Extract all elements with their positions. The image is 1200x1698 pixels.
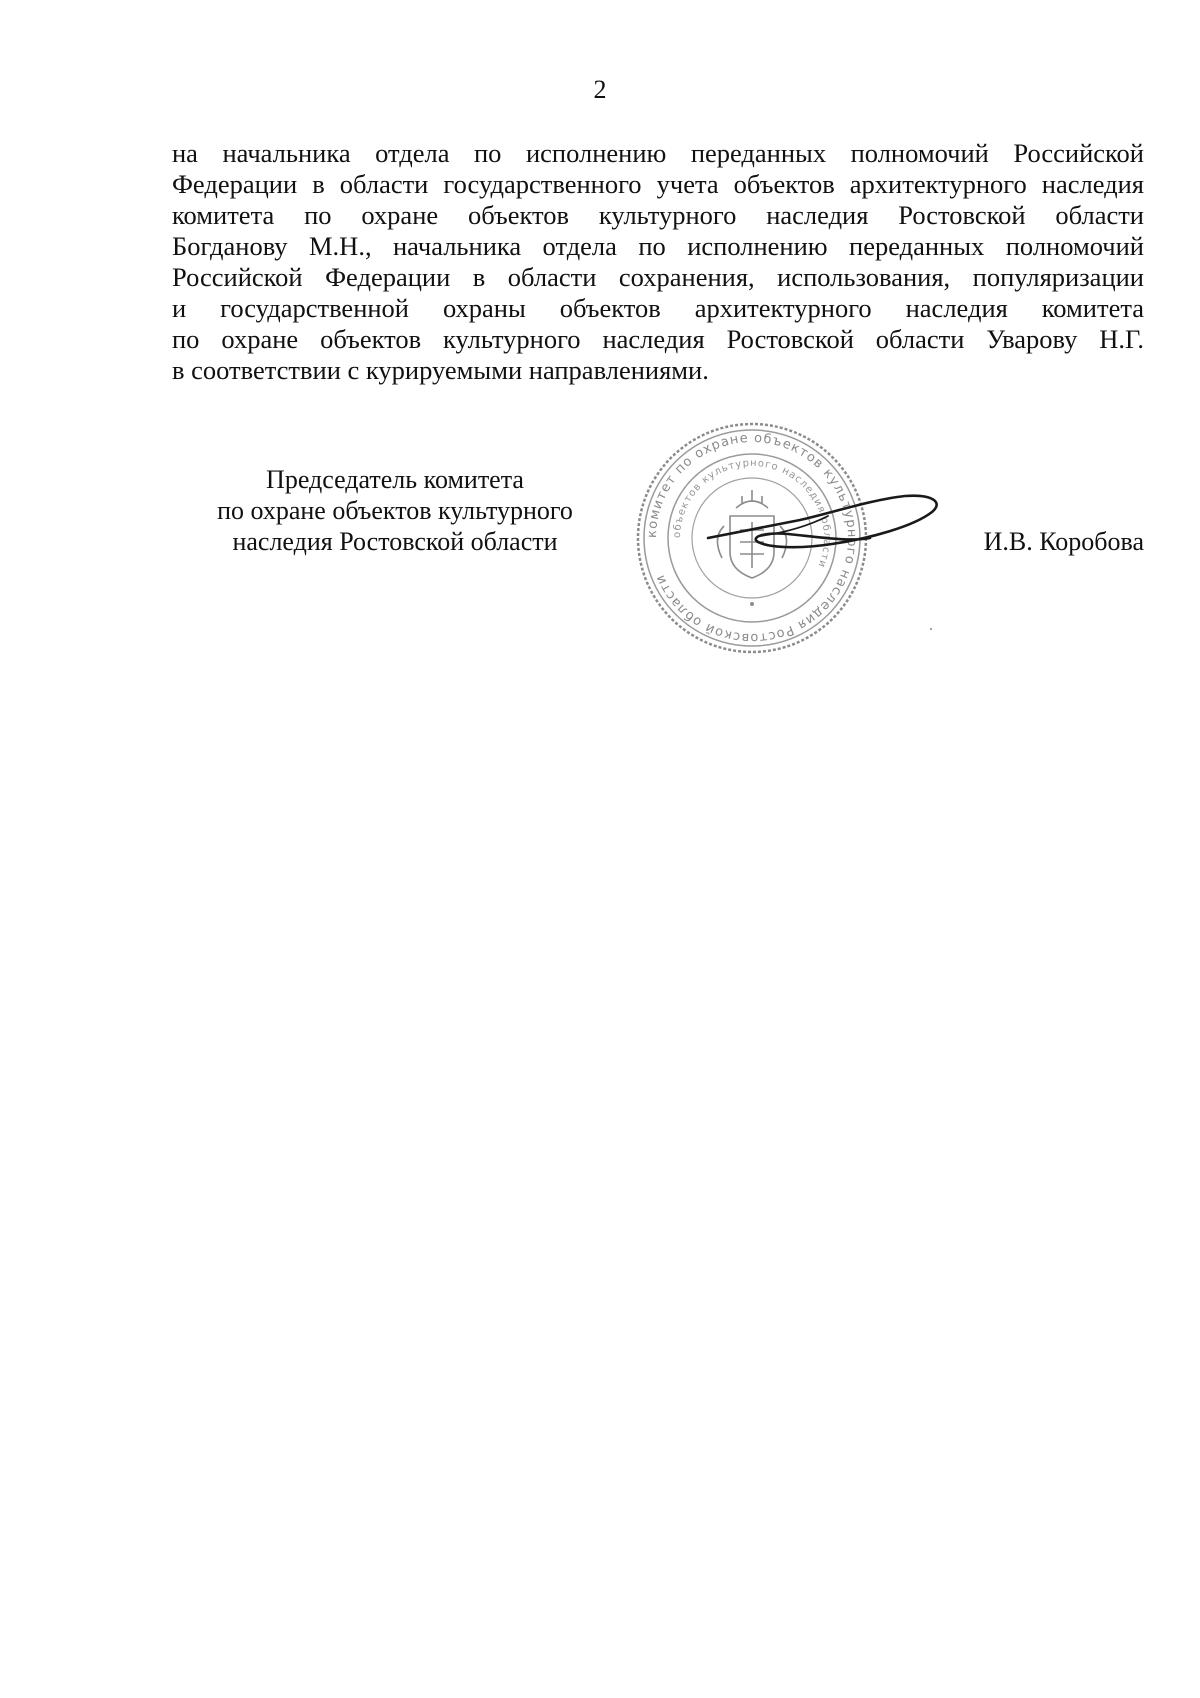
body-line: Российской Федерации в области сохранения, использования, популяризации <box>172 262 1144 292</box>
signer-title-line: Председатель комитета <box>266 465 524 494</box>
handwritten-signature-icon <box>700 486 950 566</box>
body-line: Богданову М.Н., начальника отдела по исполнению переданных полномочий <box>172 231 1144 261</box>
signer-name: И.В. Коробова <box>983 527 1144 556</box>
body-line: в соответствии с курируемыми направлениями. <box>172 355 709 385</box>
signer-title-line: наследия Ростовской области <box>232 527 558 556</box>
body-line: по охране объектов культурного наследия Ростовской области Уварову Н.Г. <box>172 324 1144 354</box>
body-paragraph <box>172 138 1144 386</box>
page-number: 2 <box>593 75 607 104</box>
body-line: Федерации в области государственного учета объектов архитектурного наследия <box>172 169 1144 199</box>
svg-text:комитет по охране объектов кул: комитет по охране объектов культурного наследия Ростовской области <box>644 430 860 646</box>
body-line: на начальника отдела по исполнению переданных полномочий Российской <box>172 138 1144 168</box>
svg-text:объектов культурного наследия: объектов культурного наследия области <box>671 457 833 570</box>
scan-artifact <box>930 628 932 630</box>
body-line: комитета по охране объектов культурного наследия Ростовской области <box>172 200 1144 230</box>
signer-title-line: по охране объектов культурного <box>217 496 573 525</box>
body-line: и государственной охраны объектов архитектурного наследия комитета <box>172 293 1144 323</box>
signer-title <box>190 464 600 557</box>
